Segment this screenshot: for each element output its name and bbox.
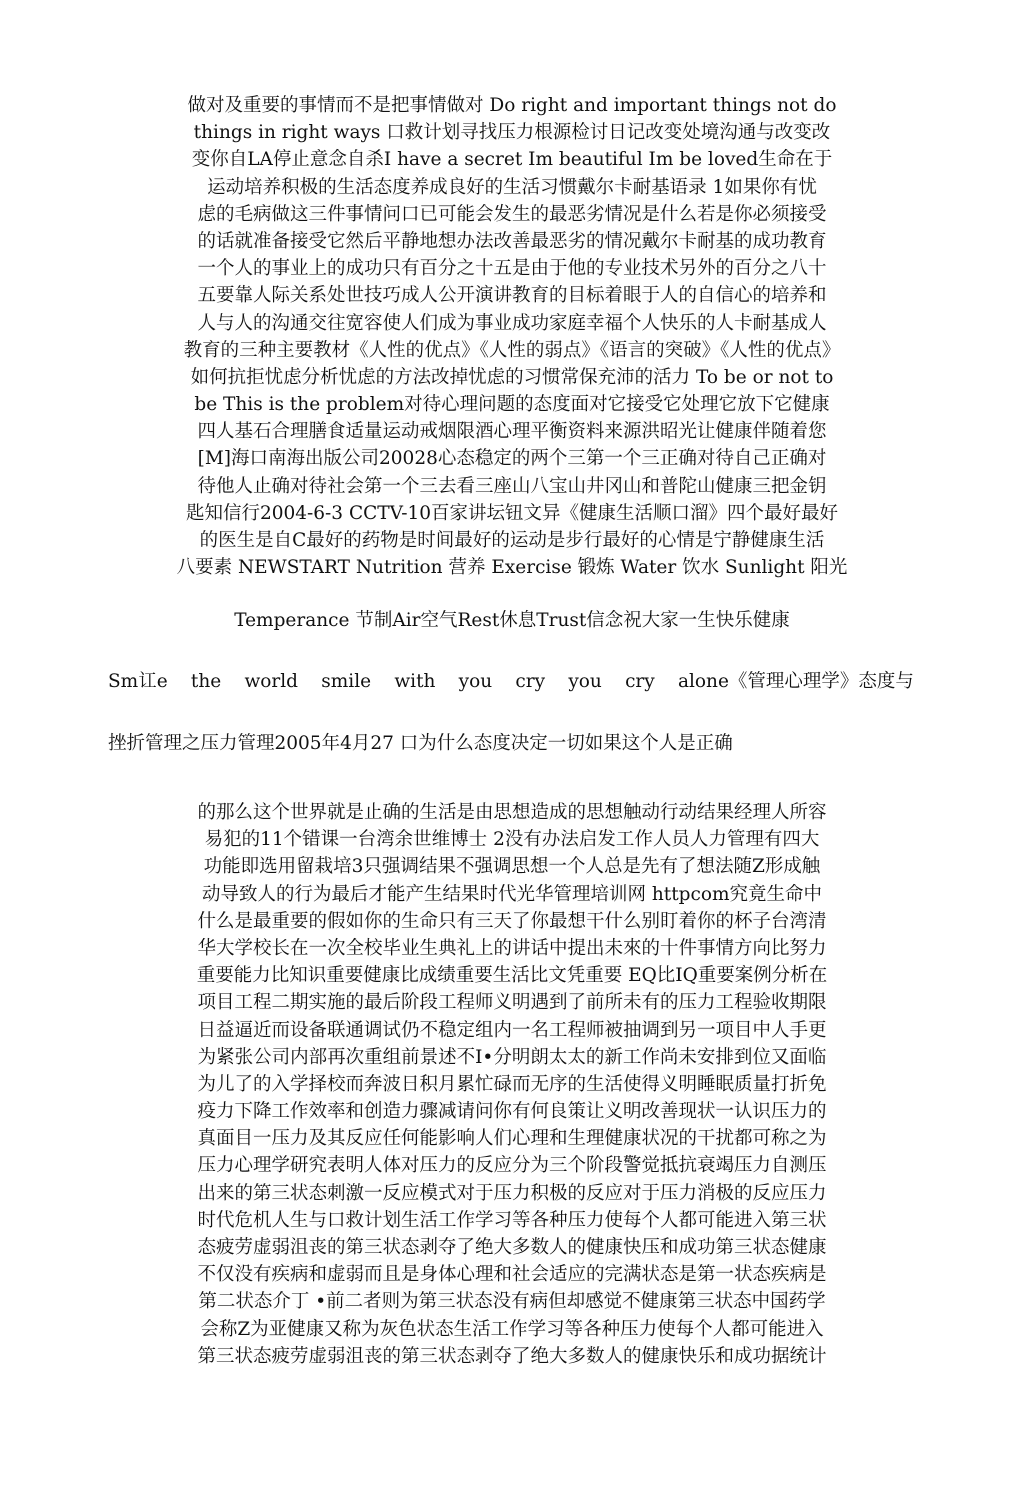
- paragraph-top: [100, 92, 924, 581]
- text-line: 出来的第三状态刺激一反应模式对于压力积极的反应对于压力消极的反应压力: [197, 1182, 827, 1204]
- text-line: 易犯的11个错课一台湾余世维博士 2没有办法启发工作人员人力管理有四大: [204, 829, 820, 851]
- smile-line: [108, 668, 914, 695]
- text-line: 的医生是自C最好的药物是时间最好的运动是步行最好的心情是宁静健康生活: [199, 530, 825, 551]
- text-line: 为紧张公司内部再次重组前景述不I•分明朗太太的新工作尚未安排到位又面临: [197, 1046, 827, 1068]
- text-line: 动导致人的行为最后才能产生结果时代光华管理培训网 httpcom究竟生命中: [201, 883, 823, 905]
- text-line: 真面目一压力及其反应任何能影响人们心理和生理健康状况的干扰都可称之为: [197, 1128, 827, 1150]
- smile-word: alone《管理心理学》态度与: [677, 671, 914, 692]
- text-line: 匙知信行2004-6-3 CCTV-10百家讲坛钮文异《健康生活顺口溜》四个最好最好: [185, 502, 839, 524]
- smile-word: smile: [321, 671, 372, 692]
- text-line: 的那么这个世界就是止确的生活是由思想造成的思想触动行动结果经理人所容: [197, 802, 827, 823]
- text-line: 会称Z为亚健康又称为灰色状态生活工作学习等各种压力使每个人都可能进入: [200, 1318, 824, 1340]
- smile-word: cry: [625, 671, 655, 692]
- text-line: 项目工程二期实施的最后阶段工程师义明遇到了前所未有的压力工程验收期限: [197, 992, 827, 1014]
- text-line: 重要能力比知识重要健康比成绩重要生活比文凭重要 EQ比IQ重要案例分析在: [196, 965, 828, 987]
- text-line: 一个人的事业上的成功只有百分之十五是由于他的专业技术另外的百分之八十: [197, 258, 827, 280]
- smile-word: world: [244, 671, 299, 692]
- text-line: 华大学校长在一次全校毕业生典礼上的讲话中提出未來的十件事情方向比努力: [197, 937, 827, 959]
- text-line: 四人基石合理膳食适量运动戒烟限酒心理平衡资料来源洪昭光让健康伴随着您: [197, 421, 827, 443]
- text-line: 如何抗拒忧虑分析忧虑的方法改掉忧虑的习惯常保充沛的活力 To be or not to: [190, 366, 834, 388]
- text-line: 人与人的沟通交往宽容使人们成为事业成功家庭幸福个人快乐的人卡耐基成人: [197, 312, 827, 334]
- text-line: things in right ways 口救计划寻找压力根源检讨日记改变处境沟通与改变改: [193, 122, 831, 144]
- text-line: 疫力下降工作效率和创造力骤减请问你有何良策让义明改善现状一认识压力的: [197, 1101, 827, 1123]
- text-line: [M]海口南海出版公司20028心态稳定的两个三第一个三正确对待自己正确对: [197, 448, 827, 470]
- text-line: 教育的三种主要教材《人性的优点》《人性的弱点》《语言的突破》《人性的优点》: [183, 339, 841, 361]
- text-line: 压力心理学研究表明人体对压力的反应分为三个阶段警觉抵抗衰竭压力自测压: [197, 1155, 827, 1177]
- text-line: 运动培养积极的生活态度养成良好的生活习惯戴尔卡耐基语录 1如果你有忧: [207, 176, 817, 198]
- text-line: 日益逼近而设备联通调试仍不稳定组内一名工程师被抽调到另一项目中人手更: [197, 1019, 827, 1041]
- text-line: 第二状态介丁 •前二者则为第三状态没有病但却感觉不健康第三状态中国药学: [198, 1291, 826, 1313]
- text-line: 什么是最重要的假如你的生命只有三天了你最想干什么别盯着你的杯子台湾清: [197, 910, 827, 932]
- text-line: 的话就准备接受它然后平静地想办法改善最恶劣的情况戴尔卡耐基的成功教育: [197, 230, 827, 252]
- text-line: 做对及重要的事情而不是把事情做对 Do right and important things not do: [187, 95, 837, 116]
- temperance-line: Temperance 节制Air空气Rest休息Trust信念祝大家一生快乐健康: [234, 610, 790, 631]
- smile-word: you: [458, 671, 493, 692]
- text-line: 时代危机人生与口救计划生活工作学习等各种压力使每个人都可能进入第三状: [197, 1209, 827, 1231]
- text-line: 待他人止确对待社会第一个三去看三座山八宝山井冈山和普陀山健康三把金钥: [197, 475, 827, 497]
- text-line: 八要素 NEWSTART Nutrition 营养 Exercise 锻炼 Water 饮水 Sunlight 阳光: [176, 557, 848, 579]
- smile-word: with: [394, 671, 436, 692]
- text-line: 为儿了的入学择校而奔波日积月累忙碌而无序的生活使得义明睡眠质量打折免: [197, 1073, 827, 1095]
- text-line: 虑的毛病做这三件事情问口已可能会发生的最恶劣情况是什么若是你必须接受: [197, 203, 827, 225]
- text-line: be This is the problem对待心理问题的态度面对它接受它处理它放下它健康: [194, 394, 830, 416]
- text-line: 功能即选用留栽培3只强调结果不强调思想一个人总是先有了想法随Z形成触: [203, 856, 821, 878]
- text-line: 态疲劳虚弱沮丧的第三状态剥夺了绝大多数人的健康快压和成功第三状态健康: [197, 1237, 827, 1258]
- paragraph-bottom: [100, 799, 924, 1370]
- text-line: 第三状态疲劳虚弱沮丧的第三状态剥夺了绝大多数人的健康快乐和成功据统计: [197, 1345, 827, 1367]
- smile-word: the: [190, 671, 222, 692]
- text-line: 五要靠人际关系处世技巧成人公开演讲教育的目标着眼于人的自信心的培养和: [197, 285, 827, 307]
- stress-management-line: 挫折管理之压力管理2005年4月27 口为什么态度决定一切如果这个人是正确: [108, 733, 733, 754]
- text-line: 变你自LA停止意念自杀I have a secret Im beautiful Im be loved生命在于: [191, 149, 833, 171]
- smile-word: cry: [515, 671, 546, 692]
- smile-word: Sm讧e: [108, 671, 168, 692]
- text-line: 不仅没有疾病和虚弱而且是身体心理和社会适应的完满状态是第一状态疾病是: [197, 1264, 827, 1286]
- smile-word: you: [568, 671, 602, 692]
